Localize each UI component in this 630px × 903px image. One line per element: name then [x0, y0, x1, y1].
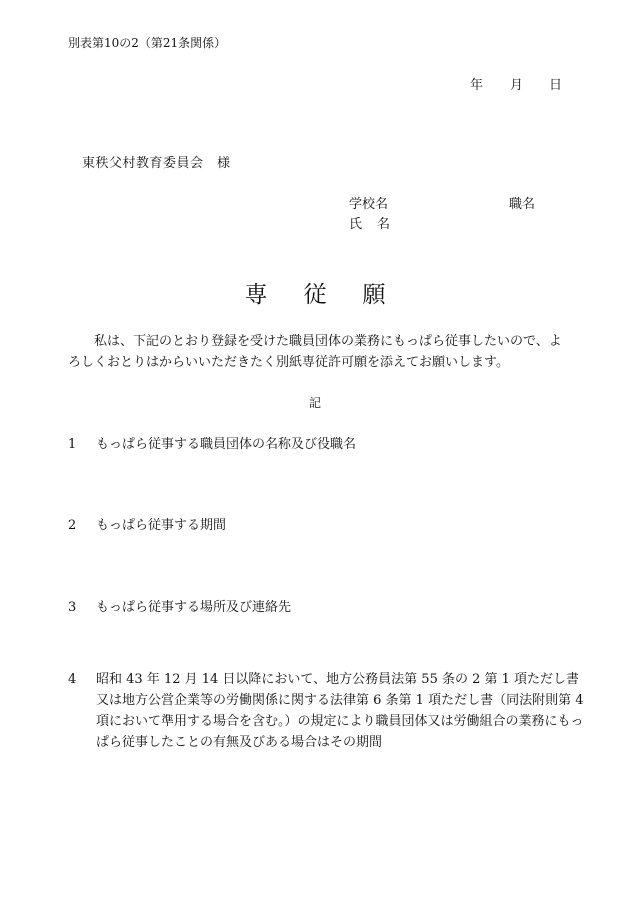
- date-year-label: 年: [470, 78, 484, 93]
- item-1: [68, 433, 356, 452]
- date-day-label: 日: [549, 78, 563, 93]
- addressee: 東秩父村教育委員会 様: [82, 156, 231, 171]
- item-2: [68, 514, 226, 533]
- item-text: 昭和 43 年 12 月 14 日以降において、地方公務員法第 55 条の 2 第 1 項ただし書又は地方公営企業等の労働関係に関する法律第 6 条第 1 項ただし書（同法附則第 4 項において準用する場合を含む。）の規定により職員団体又は労働組合の業務にもっぱら従事したことの有無及びある場合はその期間: [96, 672, 584, 750]
- post-label: 職名: [509, 197, 536, 212]
- item-number: 3: [68, 600, 77, 615]
- item-number: 2: [68, 518, 77, 533]
- item-number: 4: [68, 672, 77, 687]
- applicant-name-label: 氏 名: [349, 217, 392, 232]
- date-month-label: 月: [510, 78, 524, 93]
- item-4: [68, 669, 591, 753]
- ki-heading: 記: [308, 396, 321, 410]
- form-reference: 別表第10の2（第21条関係）: [68, 36, 227, 50]
- item-number: 1: [68, 437, 77, 452]
- item-text: もっぱら従事する場所及び連絡先: [96, 600, 292, 615]
- item-text: もっぱら従事する期間: [96, 518, 227, 533]
- school-name-label: 学校名: [349, 197, 389, 212]
- item-3: [68, 596, 291, 615]
- request-body-text: 私は、下記のとおり登録を受けた職員団体の業務にもっぱら従事したいので、よろしくおとりはからいいただきたく別紙専従許可願を添えてお願いします。: [68, 334, 562, 370]
- document-title: 専従願: [244, 282, 422, 308]
- item-text: もっぱら従事する職員団体の名称及び役職名: [96, 437, 357, 452]
